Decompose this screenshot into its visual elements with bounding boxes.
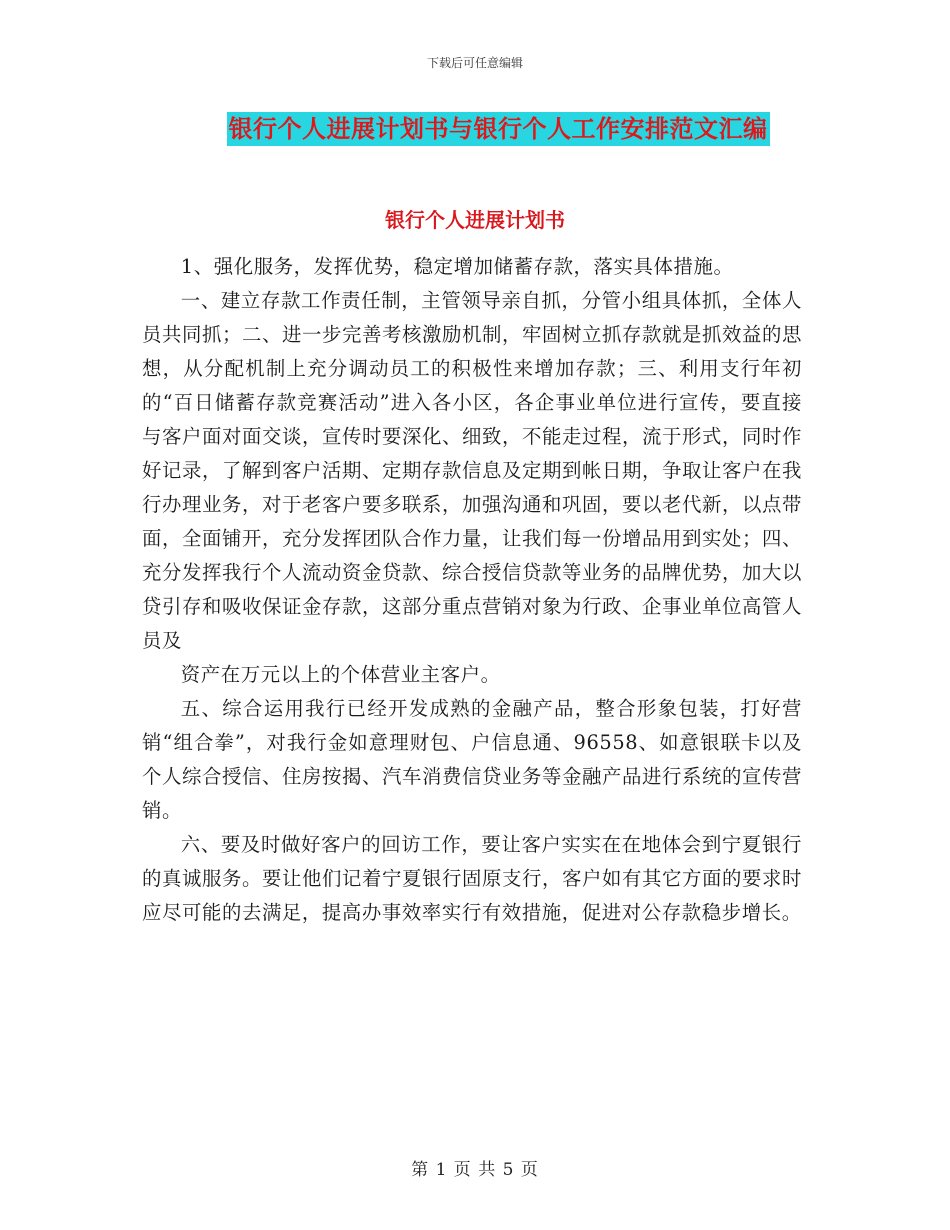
paragraph: 1、强化服务，发挥优势，稳定增加储蓄存款，落实具体措施。: [180, 255, 734, 278]
paragraph: 资产在万元以上的个体营业主客户。: [180, 663, 501, 686]
paragraph: 五、综合运用我行已经开发成熟的金融产品，整合形象包装，打好营销“组合拳”，对我行金如意理财包、户信息通、96558、如意银联卡以及个人综合授信、住房按揭、汽车消费信贷业务等金融产品进行系统的宣传营销。: [142, 697, 802, 822]
page-footer: 第 1 页 共 5 页: [411, 1160, 539, 1180]
paragraph: 一、建立存款工作责任制，主管领导亲自抓，分管小组具体抓，全体人员共同抓；二、进一步完善考核激励机制，牢固树立抓存款就是抓效益的思想，从分配机制上充分调动员工的积极性来增加存款；三、利用支行年初的“百日储蓄存款竞赛活动”进入各小区，各企事业单位进行宣传，要直接与客户面对面交谈，宣传时要深化、细致，不能走过程，流于形式，同时作好记录，了解到客户活期、定期存款信息及定期到帐日期，争取让客户在我行办理业务，对于老客户要多联系，加强沟通和巩固，要以老代新，以点带面，全面铺开，充分发挥团队合作力量，让我们每一份增品用到实处；四、充分发挥我行个人流动资金贷款、综合授信贷款等业务的品牌优势，加大以贷引存和吸收保证金存款，这部分重点营销对象为行政、企事业单位高管人员及: [142, 289, 802, 652]
section-title: 银行个人进展计划书: [385, 208, 565, 232]
document-body: [142, 250, 802, 930]
paragraph: 六、要及时做好客户的回访工作，要让客户实实在在地体会到宁夏银行的真诚服务。要让他们记着宁夏银行固原支行，客户如有其它方面的要求时应尽可能的去满足，提高办事效率实行有效措施，促进对公存款稳步增长。: [142, 833, 802, 924]
header-note: 下载后可任意编辑: [426, 56, 523, 70]
main-title: 银行个人进展计划书与银行个人工作安排范文汇编: [227, 112, 770, 146]
main-title-container: [0, 112, 950, 146]
